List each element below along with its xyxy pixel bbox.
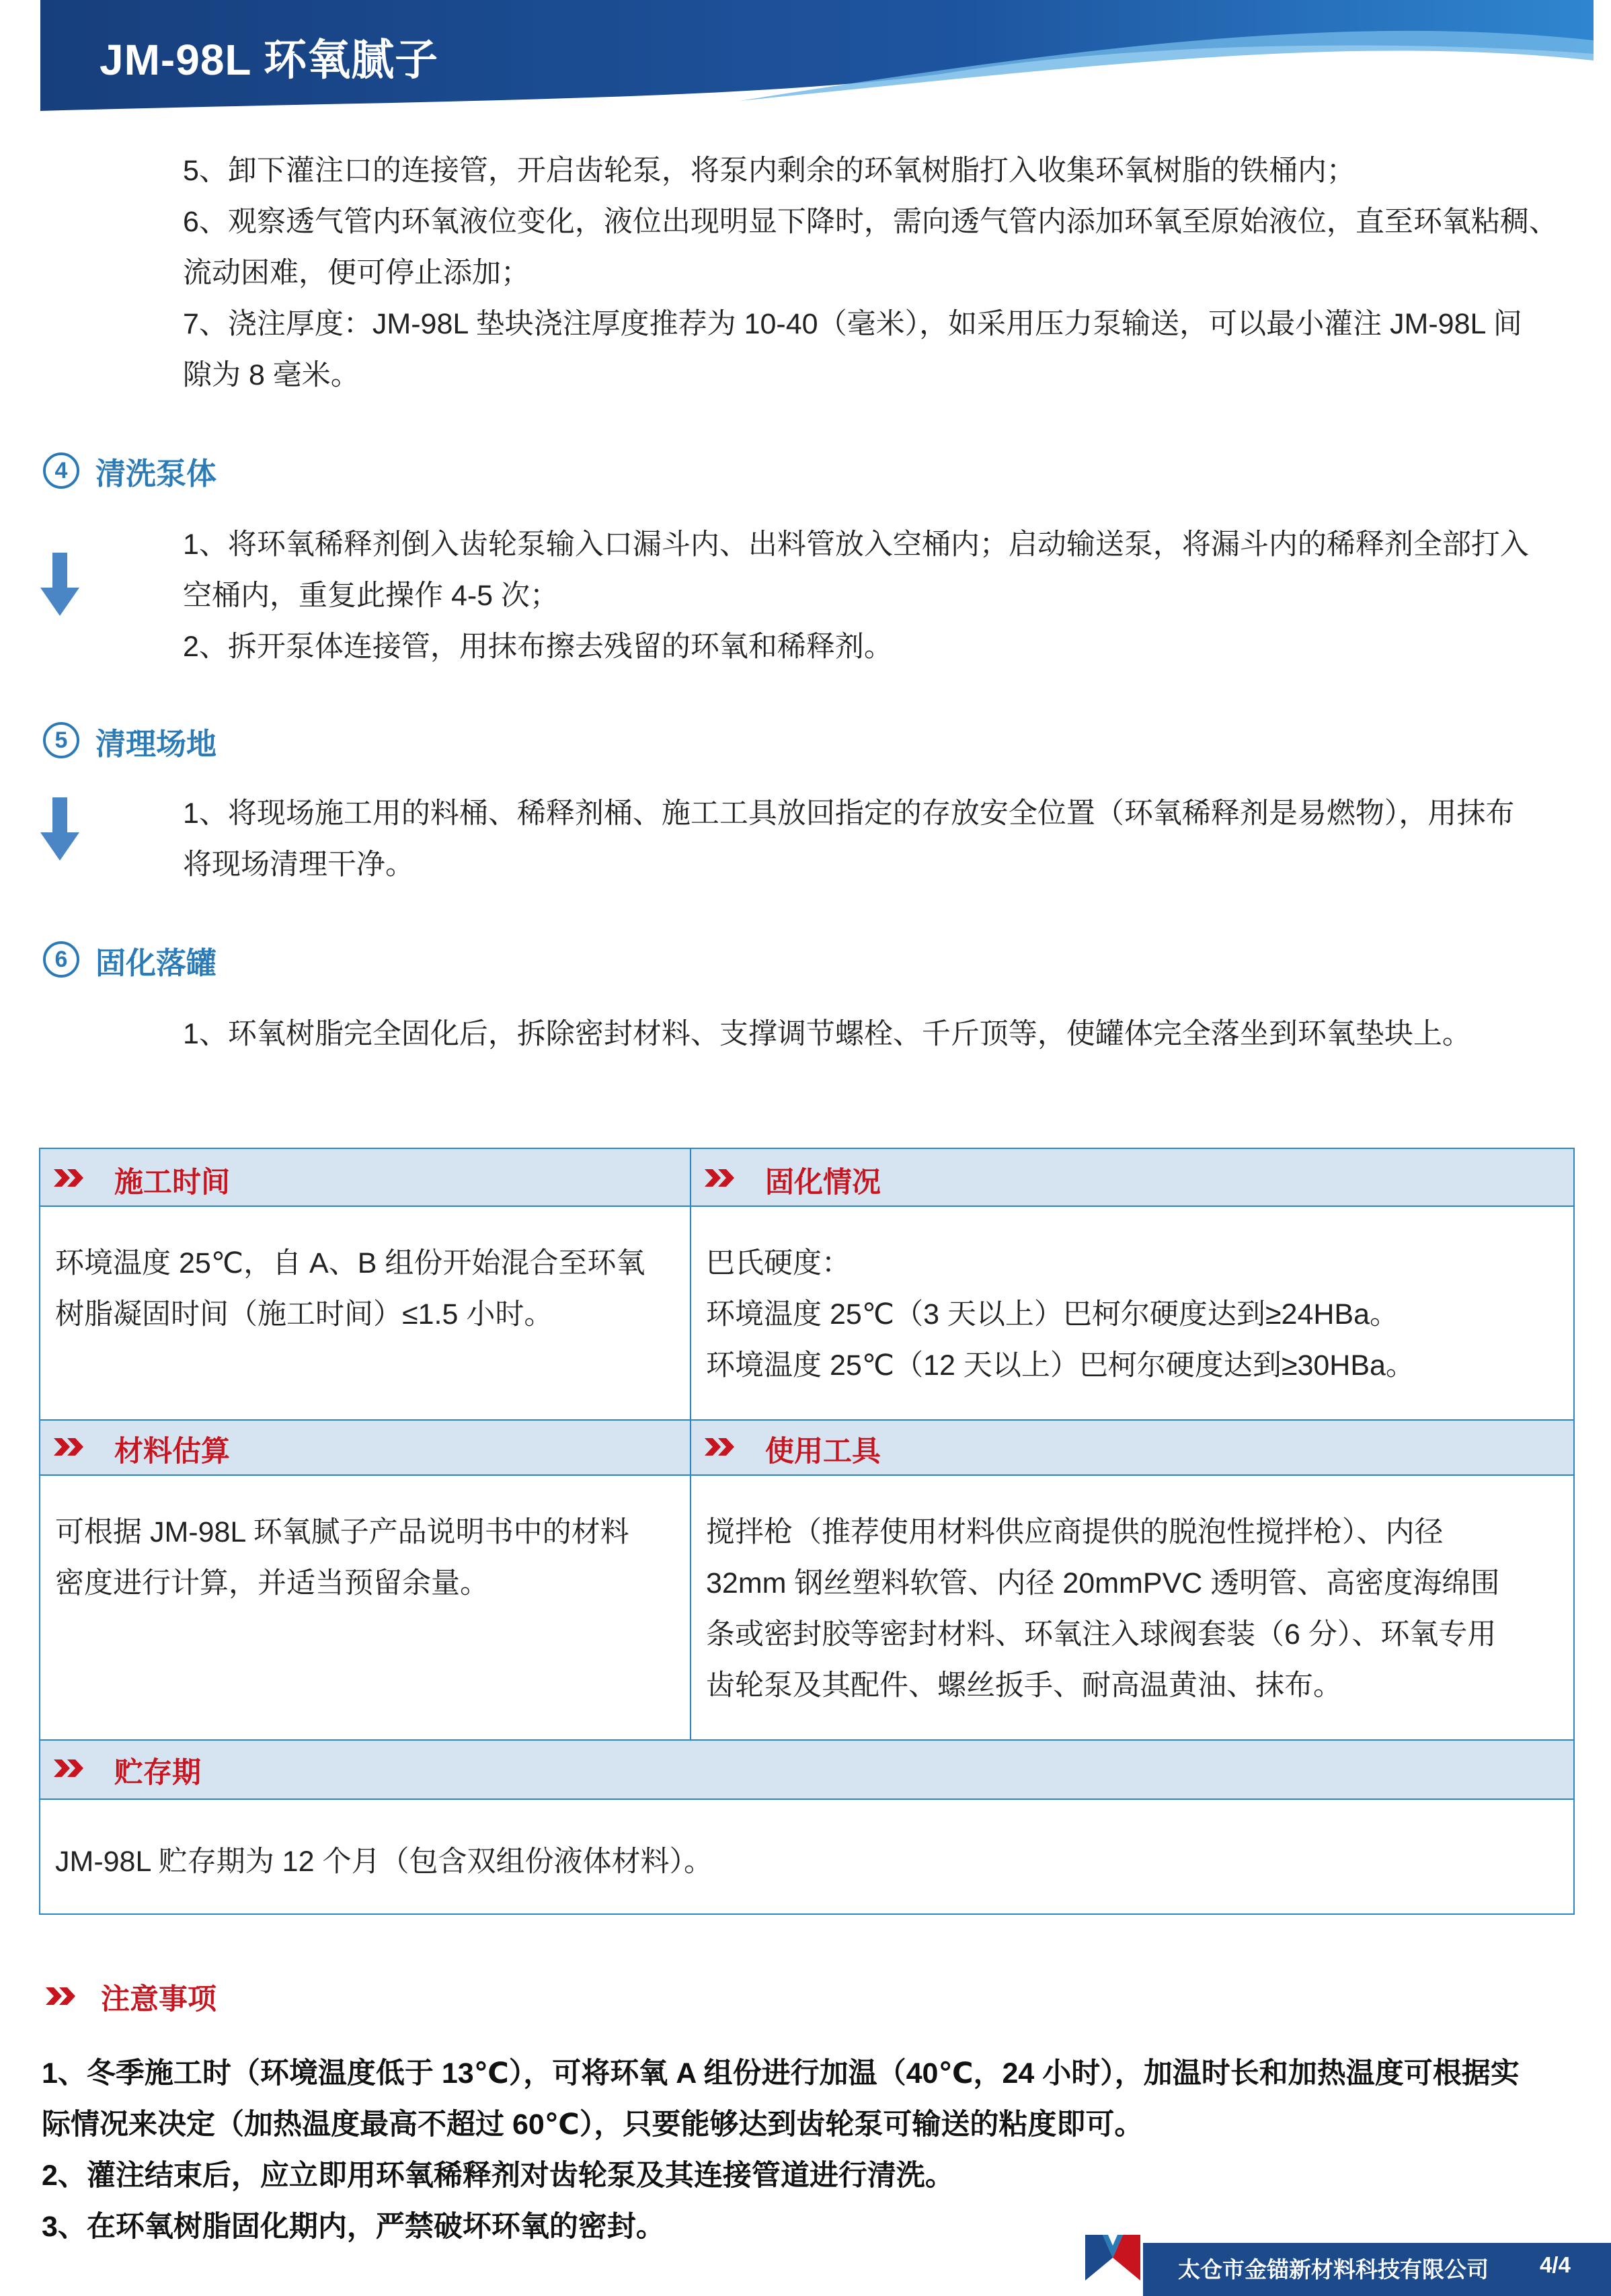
tools-line-1: 搅拌枪（推荐使用材料供应商提供的脱泡性搅拌枪）、内径	[706, 1516, 1444, 1548]
info-table	[39, 1148, 1575, 1915]
section-4-item-2: 2、拆开泵体连接管，用抹布擦去残留的环氧和稀释剂。	[183, 631, 893, 663]
table-header-row-3	[40, 1739, 1573, 1798]
material-line-2: 密度进行计算，并适当预留余量。	[55, 1567, 489, 1599]
section-6-number: 6	[43, 941, 79, 978]
work-time-line-1: 环境温度 25℃，自 A、B 组份开始混合至环氧	[55, 1247, 645, 1279]
table-divider	[40, 1739, 1573, 1741]
footer-company: 太仓市金锚新材料科技有限公司	[1178, 2257, 1489, 2282]
curing-line-2: 环境温度 25℃（3 天以上）巴柯尔硬度达到≥24HBa。	[706, 1298, 1399, 1331]
note-1-line-1: 1、冬季施工时（环境温度低于 13℃），可将环氧 A 组份进行加温（40℃，24 小时），加温时长和加热温度可根据实	[42, 2057, 1520, 2090]
company-logo	[1083, 2231, 1143, 2285]
material-label: 材料估算	[114, 1435, 230, 1468]
table-divider	[40, 1798, 1573, 1800]
curing-line-3: 环境温度 25℃（12 天以上）巴柯尔硬度达到≥30HBa。	[706, 1349, 1415, 1382]
section-5-item-1-line-1: 1、将现场施工用的料桶、稀释剂桶、施工工具放回指定的存放安全位置（环氧稀释剂是易燃物），用抹布	[183, 797, 1515, 830]
double-chevron-icon	[705, 1437, 737, 1457]
section-5-item-1-line-2: 将现场清理干净。	[183, 848, 414, 881]
section-4-number: 4	[43, 452, 79, 489]
storage-label: 贮存期	[114, 1757, 201, 1789]
down-arrow-icon	[39, 553, 81, 617]
step-5: 5、卸下灌注口的连接管，开启齿轮泵，将泵内剩余的环氧树脂打入收集环氧树脂的铁桶内；	[183, 155, 1355, 187]
note-3: 3、在环氧树脂固化期内，严禁破坏环氧的密封。	[42, 2211, 665, 2243]
section-4-item-1-line-1: 1、将环氧稀释剂倒入齿轮泵输入口漏斗内、出料管放入空桶内；启动输送泵，将漏斗内的稀释剂全部打入	[183, 528, 1529, 561]
step-6-line-2: 流动困难，便可停止添加；	[183, 257, 530, 289]
table-column-divider	[690, 1149, 691, 1739]
tools-line-3: 条或密封胶等密封材料、环氧注入球阀套装（6 分）、环氧专用	[706, 1618, 1497, 1651]
material-line-1: 可根据 JM-98L 环氧腻子产品说明书中的材料	[55, 1516, 629, 1548]
tools-line-4: 齿轮泵及其配件、螺丝扳手、耐高温黄油、抹布。	[706, 1669, 1342, 1702]
note-2: 2、灌注结束后，应立即用环氧稀释剂对齿轮泵及其连接管道进行清洗。	[42, 2160, 954, 2192]
work-time-label: 施工时间	[114, 1166, 230, 1199]
section-4-title: 清洗泵体	[95, 457, 217, 491]
note-1-line-2: 际情况来决定（加热温度最高不超过 60℃），只要能够达到齿轮泵可输送的粘度即可。	[42, 2108, 1144, 2141]
down-arrow-icon	[39, 797, 81, 862]
storage-line-1: JM-98L 贮存期为 12 个月（包含双组份液体材料）。	[55, 1846, 713, 1878]
table-divider	[40, 1419, 1573, 1421]
section-6-title: 固化落罐	[95, 946, 217, 980]
page-title: JM-98L 环氧腻子	[100, 36, 439, 84]
double-chevron-icon	[54, 1758, 86, 1778]
double-chevron-icon	[54, 1437, 86, 1457]
double-chevron-icon	[54, 1168, 86, 1188]
curing-label: 固化情况	[765, 1166, 881, 1199]
double-chevron-icon	[705, 1168, 737, 1188]
page-number: 4/4	[1540, 2252, 1571, 2277]
table-divider	[40, 1205, 1573, 1207]
work-time-line-2: 树脂凝固时间（施工时间）≤1.5 小时。	[55, 1298, 553, 1331]
tools-label: 使用工具	[765, 1435, 881, 1468]
section-5-title: 清理场地	[95, 727, 217, 761]
tools-line-2: 32mm 钢丝塑料软管、内径 20mmPVC 透明管、高密度海绵围	[706, 1567, 1500, 1599]
section-4-item-1-line-2: 空桶内，重复此操作 4-5 次；	[183, 580, 559, 612]
step-6-line-1: 6、观察透气管内环氧液位变化，液位出现明显下降时，需向透气管内添加环氧至原始液位，直至环氧粘稠、	[183, 206, 1558, 238]
curing-line-1: 巴氏硬度：	[706, 1247, 851, 1279]
double-chevron-icon	[46, 1986, 78, 2006]
table-divider	[40, 1474, 1573, 1476]
notes-title: 注意事项	[101, 1983, 217, 2016]
step-7-line-2: 隙为 8 毫米。	[183, 359, 360, 391]
section-6-item-1: 1、环氧树脂完全固化后，拆除密封材料、支撑调节螺栓、千斤顶等，使罐体完全落坐到环氧垫块上。	[183, 1018, 1471, 1050]
section-5-number: 5	[43, 722, 79, 758]
step-7-line-1: 7、浇注厚度：JM-98L 垫块浇注厚度推荐为 10-40（毫米），如采用压力泵输送，可以最小灌注 JM-98L 间	[183, 308, 1522, 340]
